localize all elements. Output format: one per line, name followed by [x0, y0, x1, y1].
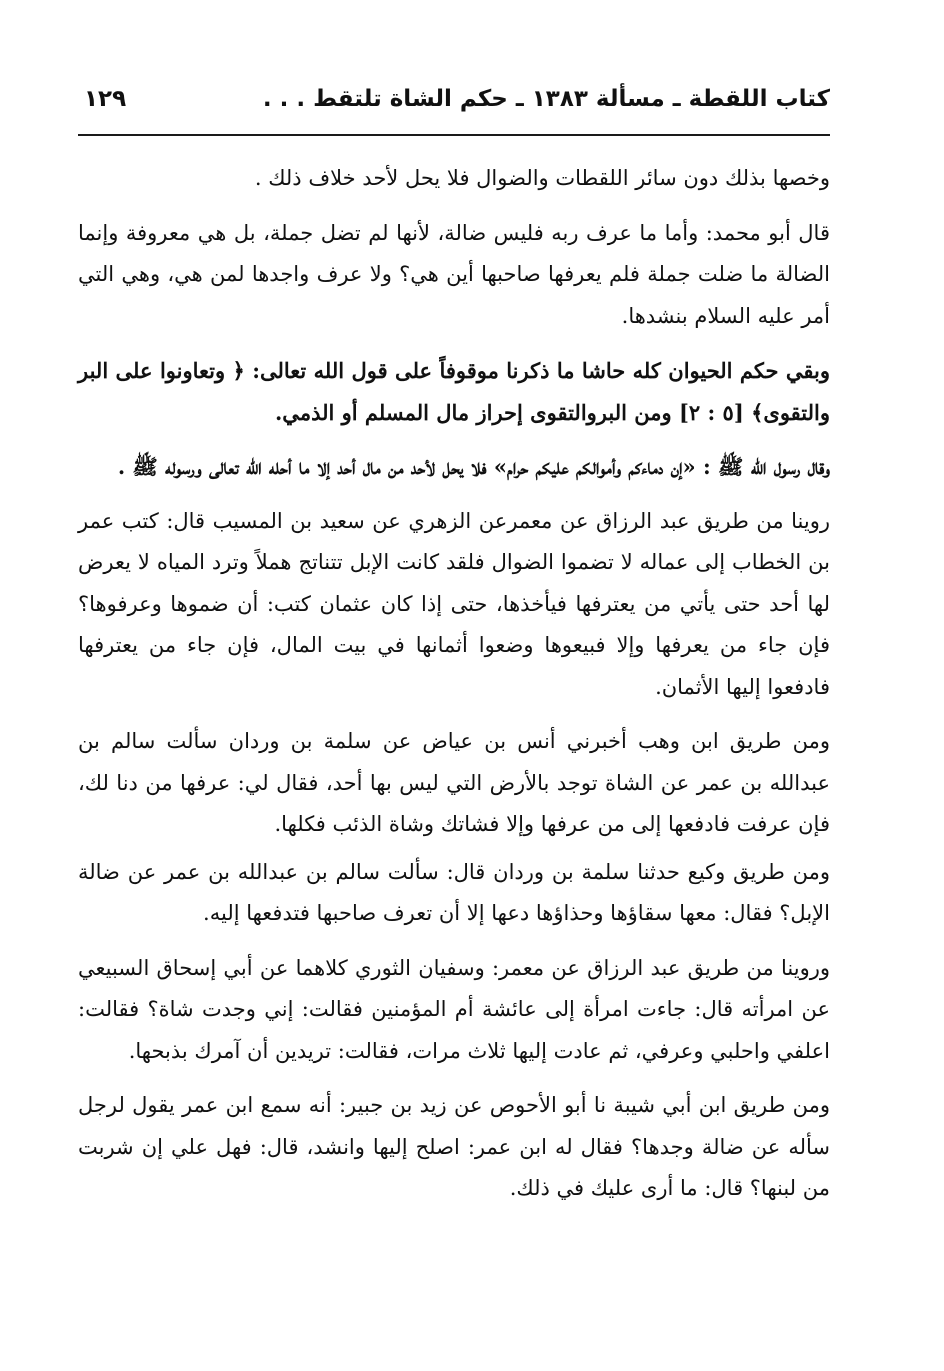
paragraph-1: وخصها بذلك دون سائر اللقطات والضوال فلا يحل لأحد خلاف ذلك . [254, 166, 830, 190]
paragraph-6: ومن طريق ابن وهب أخبرني أنس بن عياض عن سلمة بن وردان سألت سالم بن عبدالله بن عمر عن الشاة توجد بالأرض التي ليس بها أحد، فقال لي: عرفها من دنا لك، فإن عرفت فادفعها إلى من عرفها وإلا فشاتك وشاة الذئب فكلها. [78, 729, 830, 836]
running-title: كتاب اللقطة ـ مسألة ١٣٨٣ ـ حكم الشاة تلتقط . . . [262, 86, 830, 112]
paragraph-7: ومن طريق وكيع حدثنا سلمة بن وردان قال: سألت سالم بن عبدالله بن عمر عن ضالة الإبل؟ فقال: معها سقاؤها وحذاؤها دعها إلا أن تعرف صاحبها فتدفعها إليه. [78, 859, 830, 925]
paragraph-3: وبقي حكم الحيوان كله حاشا ما ذكرنا موقوفاً على قول الله تعالى: ﴿ وتعاونوا على البر والتقوى﴾ [٥ : ٢] ومن البروالتقوى إحراز مال المسلم أو الذمي. [78, 358, 830, 425]
paragraph-2: قال أبو محمد: وأما ما عرف ربه فليس ضالة، لأنها لم تضل جملة، بل هي معروفة وإنما الضالة ما ضلت جملة فلم يعرفها صاحبها أين هي؟ ولا عرف واجدها لمن هي، وهي التي أمر عليه السلام بنشدها. [78, 220, 830, 328]
paragraph-5: روينا من طريق عبد الرزاق عن معمرعن الزهري عن سعيد بن المسيب قال: كتب عمر بن الخطاب إلى عماله لا تضموا الضوال فلقد كانت الإبل تتناتج هملاً وترد المياه لا يعرض لها أحد حتى يأتي من يعترفها فيأخذها، حتى إذا كان عثمان كتب: أن ضموها وعرفوها؟ فإن جاء من يعرفها وإلا فبيعوها وضعوا أثمانها في بيت المال، فإن جاء من يعترفها فادفعوا إليها الأثمان. [78, 508, 830, 699]
paragraph-4: وقال رسول الله ﷺ : «إن دماءكم وأموالكم عليكم حرام» فلا يحل لأحد من مال أحد إلا ما أحله الله تعالى ورسوله ﷺ . [117, 454, 830, 479]
page-body [78, 158, 830, 1210]
header-rule [78, 134, 830, 136]
page-number: ١٢٩ [84, 86, 127, 112]
page-header [78, 82, 830, 126]
paragraph-9: ومن طريق ابن أبي شيبة نا أبو الأحوص عن زيد بن جبير: أنه سمع ابن عمر يقول لرجل سأله عن ضالة وجدها؟ فقال له ابن عمر: اصلح إليها وانشد، قال: فهل علي إن شربت من لبنها؟ قال: ما أرى عليك في ذلك. [78, 1093, 830, 1200]
paragraph-8: وروينا من طريق عبد الرزاق عن معمر: وسفيان الثوري كلاهما عن أبي إسحاق السبيعي عن امرأته قال: جاءت امرأة إلى عائشة أم المؤمنين فقالت: إني وجدت شاة؟ فقالت: اعلفي واحلبي وعرفي، ثم عادت إليها ثلاث مرات، فقالت: تريدين أن آمرك بذبحها. [78, 955, 830, 1063]
